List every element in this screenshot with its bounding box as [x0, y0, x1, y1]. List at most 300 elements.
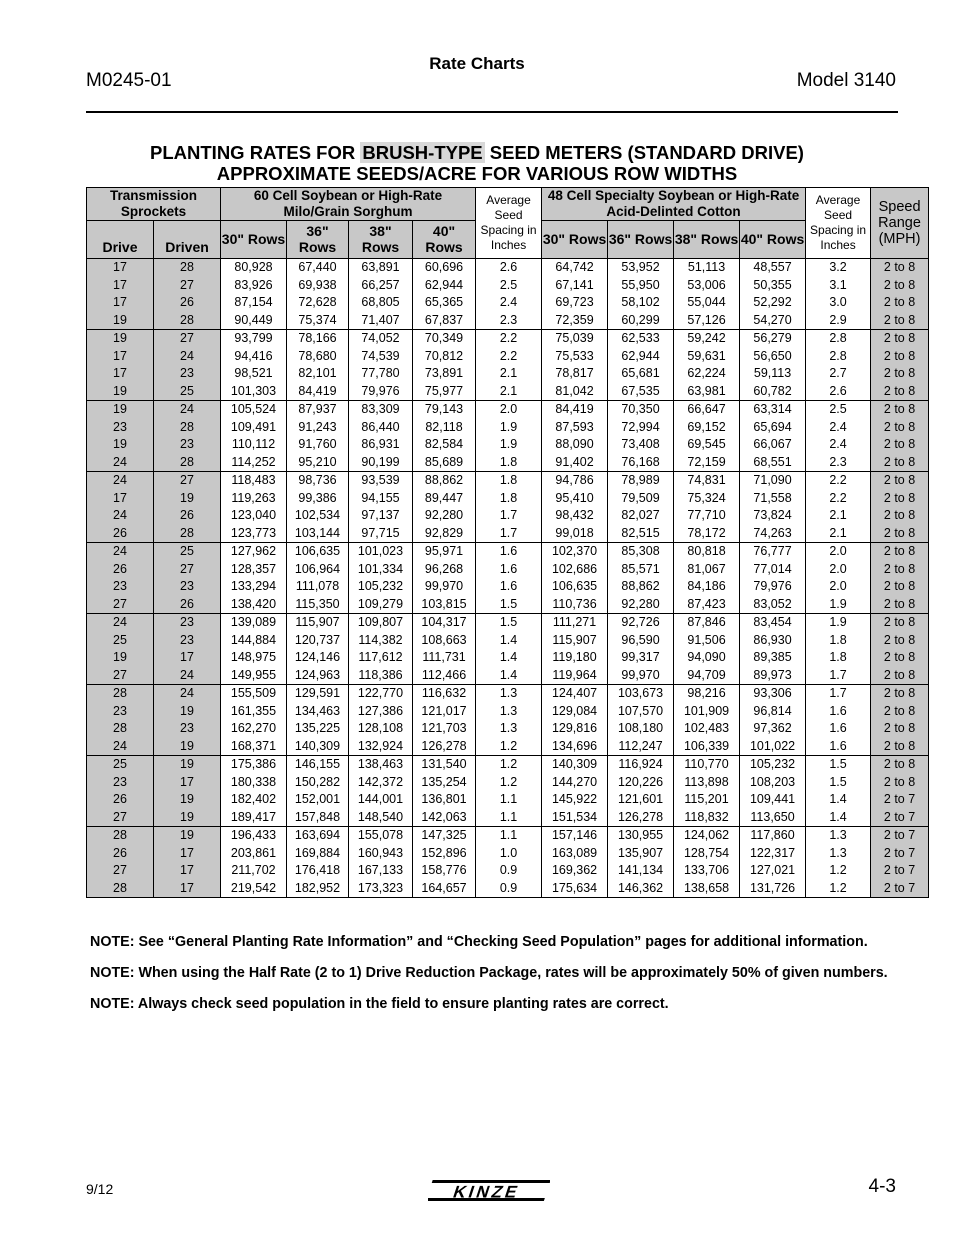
- table-cell: 93,306: [740, 685, 806, 703]
- table-cell: 182,402: [221, 791, 287, 809]
- table-cell: 109,491: [221, 419, 287, 437]
- table-cell: 68,551: [740, 454, 806, 472]
- table-cell: 145,922: [542, 791, 608, 809]
- table-cell: 140,309: [287, 738, 349, 756]
- table-cell: 123,040: [221, 507, 287, 525]
- table-cell: 2 to 8: [871, 294, 929, 312]
- table-cell: 92,829: [413, 525, 476, 543]
- table-cell: 97,362: [740, 720, 806, 738]
- table-cell: 163,694: [287, 827, 349, 845]
- table-cell: 120,226: [608, 774, 674, 792]
- table-cell: 17: [154, 649, 221, 667]
- table-cell: 2.6: [806, 383, 871, 401]
- table-cell: 24: [87, 543, 154, 561]
- table-cell: 129,084: [542, 703, 608, 721]
- table-row: [87, 312, 929, 330]
- table-cell: 127,021: [740, 862, 806, 880]
- table-cell: 63,314: [740, 401, 806, 419]
- table-cell: 97,137: [349, 507, 413, 525]
- rate-table-body: [87, 259, 929, 898]
- table-cell: 146,155: [287, 756, 349, 774]
- table-cell: 1.6: [806, 703, 871, 721]
- table-row: [87, 436, 929, 454]
- table-cell: 167,133: [349, 862, 413, 880]
- table-cell: 144,001: [349, 791, 413, 809]
- table-cell: 24: [154, 348, 221, 366]
- table-cell: 82,118: [413, 419, 476, 437]
- table-cell: 54,270: [740, 312, 806, 330]
- table-cell: 77,710: [674, 507, 740, 525]
- notes-section: [90, 934, 890, 1027]
- table-cell: 99,386: [287, 490, 349, 508]
- table-cell: 115,350: [287, 596, 349, 614]
- table-cell: 1.4: [806, 809, 871, 827]
- table-cell: 1.1: [476, 827, 542, 845]
- table-cell: 82,584: [413, 436, 476, 454]
- table-cell: 98,521: [221, 365, 287, 383]
- table-cell: 84,419: [287, 383, 349, 401]
- planting-rates-table: [86, 187, 929, 898]
- table-cell: 27: [154, 277, 221, 295]
- table-row: [87, 720, 929, 738]
- table-cell: 116,632: [413, 685, 476, 703]
- table-cell: 132,924: [349, 738, 413, 756]
- table-cell: 2 to 8: [871, 543, 929, 561]
- table-cell: 1.9: [476, 436, 542, 454]
- table-cell: 25: [154, 383, 221, 401]
- table-cell: 144,270: [542, 774, 608, 792]
- table-cell: 71,407: [349, 312, 413, 330]
- table-cell: 2 to 8: [871, 436, 929, 454]
- table-cell: 109,807: [349, 614, 413, 632]
- table-cell: 83,926: [221, 277, 287, 295]
- table-cell: 17: [154, 880, 221, 898]
- table-cell: 88,862: [608, 578, 674, 596]
- table-cell: 2 to 8: [871, 490, 929, 508]
- table-cell: 1.3: [476, 720, 542, 738]
- table-cell: 98,216: [674, 685, 740, 703]
- table-cell: 1.6: [806, 720, 871, 738]
- table-cell: 116,924: [608, 756, 674, 774]
- table-cell: 19: [87, 649, 154, 667]
- driven-header: Driven: [154, 221, 221, 259]
- row-width-header: 30" Rows: [542, 221, 608, 259]
- row-width-header: 40" Rows: [740, 221, 806, 259]
- table-cell: 28: [87, 827, 154, 845]
- table-cell: 85,308: [608, 543, 674, 561]
- table-cell: 1.4: [476, 649, 542, 667]
- table-cell: 1.6: [476, 543, 542, 561]
- table-cell: 2 to 8: [871, 738, 929, 756]
- table-cell: 157,146: [542, 827, 608, 845]
- table-cell: 1.7: [806, 685, 871, 703]
- table-cell: 126,278: [608, 809, 674, 827]
- table-cell: 2 to 8: [871, 277, 929, 295]
- table-cell: 120,737: [287, 632, 349, 650]
- table-cell: 164,657: [413, 880, 476, 898]
- table-cell: 87,154: [221, 294, 287, 312]
- table-cell: 74,539: [349, 348, 413, 366]
- page-number: 4-3: [868, 1176, 896, 1197]
- table-cell: 115,907: [542, 632, 608, 650]
- table-cell: 2 to 8: [871, 649, 929, 667]
- table-cell: 1.9: [806, 596, 871, 614]
- table-cell: 19: [87, 436, 154, 454]
- table-cell: 2 to 8: [871, 419, 929, 437]
- table-cell: 19: [87, 401, 154, 419]
- table-cell: 175,634: [542, 880, 608, 898]
- table-cell: 19: [154, 490, 221, 508]
- table-cell: 2 to 7: [871, 827, 929, 845]
- table-cell: 26: [154, 507, 221, 525]
- table-cell: 78,166: [287, 330, 349, 348]
- table-cell: 140,309: [542, 756, 608, 774]
- table-cell: 80,818: [674, 543, 740, 561]
- table-cell: 19: [87, 383, 154, 401]
- table-cell: 119,263: [221, 490, 287, 508]
- table-cell: 85,571: [608, 561, 674, 579]
- table-cell: 161,355: [221, 703, 287, 721]
- table-cell: 2.0: [806, 543, 871, 561]
- table-cell: 24: [154, 667, 221, 685]
- table-cell: 59,631: [674, 348, 740, 366]
- group1-header: 60 Cell Soybean or High-Rate Milo/Grain Sorghum: [221, 188, 476, 221]
- table-cell: 24: [87, 507, 154, 525]
- table-cell: 71,558: [740, 490, 806, 508]
- table-cell: 69,545: [674, 436, 740, 454]
- table-cell: 141,134: [608, 862, 674, 880]
- table-cell: 77,014: [740, 561, 806, 579]
- table-cell: 2 to 8: [871, 578, 929, 596]
- table-cell: 219,542: [221, 880, 287, 898]
- table-cell: 91,243: [287, 419, 349, 437]
- table-cell: 69,938: [287, 277, 349, 295]
- table-cell: 111,731: [413, 649, 476, 667]
- table-cell: 79,976: [740, 578, 806, 596]
- table-row: [87, 738, 929, 756]
- table-cell: 101,022: [740, 738, 806, 756]
- table-cell: 27: [87, 667, 154, 685]
- table-cell: 89,447: [413, 490, 476, 508]
- avg-spacing-header-1: Average Seed Spacing in Inches: [476, 188, 542, 259]
- document-number: M0245-01: [86, 70, 172, 91]
- table-cell: 121,703: [413, 720, 476, 738]
- table-cell: 2.5: [476, 277, 542, 295]
- table-cell: 81,067: [674, 561, 740, 579]
- table-cell: 50,355: [740, 277, 806, 295]
- table-cell: 1.9: [476, 419, 542, 437]
- title-line-1: PLANTING RATES FOR BRUSH-TYPE SEED METERS (STANDARD DRIVE): [150, 142, 804, 163]
- table-cell: 94,416: [221, 348, 287, 366]
- table-row: [87, 365, 929, 383]
- table-row: [87, 596, 929, 614]
- table-cell: 95,410: [542, 490, 608, 508]
- table-cell: 79,509: [608, 490, 674, 508]
- table-cell: 1.8: [476, 472, 542, 490]
- table-cell: 86,931: [349, 436, 413, 454]
- table-cell: 56,279: [740, 330, 806, 348]
- table-cell: 2.8: [806, 330, 871, 348]
- table-cell: 19: [154, 756, 221, 774]
- table-cell: 1.3: [476, 703, 542, 721]
- table-cell: 70,349: [413, 330, 476, 348]
- table-cell: 57,126: [674, 312, 740, 330]
- table-cell: 3.0: [806, 294, 871, 312]
- table-cell: 17: [87, 277, 154, 295]
- table-cell: 155,509: [221, 685, 287, 703]
- table-cell: 2 to 8: [871, 312, 929, 330]
- table-cell: 2.1: [476, 383, 542, 401]
- table-cell: 26: [87, 561, 154, 579]
- table-cell: 113,898: [674, 774, 740, 792]
- table-cell: 138,463: [349, 756, 413, 774]
- table-cell: 109,279: [349, 596, 413, 614]
- table-cell: 67,535: [608, 383, 674, 401]
- table-cell: 25: [87, 632, 154, 650]
- table-cell: 26: [154, 294, 221, 312]
- table-cell: 64,742: [542, 259, 608, 277]
- table-cell: 96,268: [413, 561, 476, 579]
- table-cell: 79,976: [349, 383, 413, 401]
- table-cell: 2 to 8: [871, 259, 929, 277]
- table-cell: 23: [87, 578, 154, 596]
- table-cell: 1.8: [476, 490, 542, 508]
- table-cell: 155,078: [349, 827, 413, 845]
- table-cell: 135,907: [608, 845, 674, 863]
- note-3: NOTE: Always check seed population in the field to ensure planting rates are correct.: [90, 996, 669, 1012]
- table-cell: 62,224: [674, 365, 740, 383]
- table-row: [87, 419, 929, 437]
- table-cell: 66,257: [349, 277, 413, 295]
- table-cell: 82,027: [608, 507, 674, 525]
- table-cell: 94,786: [542, 472, 608, 490]
- table-cell: 124,407: [542, 685, 608, 703]
- table-cell: 139,089: [221, 614, 287, 632]
- table-cell: 118,386: [349, 667, 413, 685]
- table-cell: 148,540: [349, 809, 413, 827]
- kinze-logo: [428, 1176, 550, 1204]
- table-cell: 105,232: [349, 578, 413, 596]
- table-cell: 2 to 7: [871, 880, 929, 898]
- table-cell: 1.7: [476, 507, 542, 525]
- table-cell: 28: [154, 454, 221, 472]
- table-cell: 23: [154, 436, 221, 454]
- table-cell: 102,534: [287, 507, 349, 525]
- table-cell: 1.8: [476, 454, 542, 472]
- table-cell: 68,805: [349, 294, 413, 312]
- table-row: [87, 827, 929, 845]
- table-cell: 168,371: [221, 738, 287, 756]
- table-cell: 152,001: [287, 791, 349, 809]
- table-cell: 2 to 8: [871, 383, 929, 401]
- table-cell: 2 to 8: [871, 507, 929, 525]
- table-cell: 189,417: [221, 809, 287, 827]
- table-cell: 0.9: [476, 880, 542, 898]
- table-cell: 94,709: [674, 667, 740, 685]
- table-cell: 1.4: [806, 791, 871, 809]
- table-cell: 128,754: [674, 845, 740, 863]
- table-cell: 2.6: [476, 259, 542, 277]
- table-cell: 2.2: [476, 348, 542, 366]
- table-cell: 19: [87, 330, 154, 348]
- table-row: [87, 561, 929, 579]
- table-cell: 1.2: [806, 862, 871, 880]
- table-cell: 0.9: [476, 862, 542, 880]
- table-cell: 72,159: [674, 454, 740, 472]
- table-cell: 60,782: [740, 383, 806, 401]
- table-row: [87, 614, 929, 632]
- table-cell: 118,832: [674, 809, 740, 827]
- table-cell: 55,044: [674, 294, 740, 312]
- table-cell: 1.5: [476, 596, 542, 614]
- table-cell: 73,408: [608, 436, 674, 454]
- table-cell: 211,702: [221, 862, 287, 880]
- table-cell: 127,962: [221, 543, 287, 561]
- table-cell: 2 to 7: [871, 862, 929, 880]
- table-cell: 66,067: [740, 436, 806, 454]
- table-cell: 28: [154, 525, 221, 543]
- table-cell: 24: [87, 472, 154, 490]
- table-cell: 28: [87, 685, 154, 703]
- table-cell: 98,736: [287, 472, 349, 490]
- table-cell: 60,299: [608, 312, 674, 330]
- table-cell: 175,386: [221, 756, 287, 774]
- table-cell: 108,663: [413, 632, 476, 650]
- table-cell: 101,303: [221, 383, 287, 401]
- table-row: [87, 401, 929, 419]
- table-cell: 131,726: [740, 880, 806, 898]
- table-cell: 87,846: [674, 614, 740, 632]
- table-cell: 83,454: [740, 614, 806, 632]
- table-cell: 91,402: [542, 454, 608, 472]
- table-cell: 69,152: [674, 419, 740, 437]
- table-cell: 114,382: [349, 632, 413, 650]
- table-cell: 72,359: [542, 312, 608, 330]
- table-cell: 1.4: [476, 632, 542, 650]
- table-cell: 62,944: [413, 277, 476, 295]
- table-cell: 78,172: [674, 525, 740, 543]
- table-cell: 23: [154, 632, 221, 650]
- table-cell: 121,601: [608, 791, 674, 809]
- row-width-header: 36" Rows: [608, 221, 674, 259]
- table-cell: 2.2: [806, 490, 871, 508]
- table-cell: 109,441: [740, 791, 806, 809]
- table-cell: 26: [87, 525, 154, 543]
- table-row: [87, 330, 929, 348]
- table-cell: 67,141: [542, 277, 608, 295]
- table-cell: 2 to 8: [871, 454, 929, 472]
- table-cell: 134,463: [287, 703, 349, 721]
- table-cell: 101,334: [349, 561, 413, 579]
- table-cell: 63,981: [674, 383, 740, 401]
- table-cell: 28: [154, 259, 221, 277]
- table-cell: 111,271: [542, 614, 608, 632]
- table-cell: 62,944: [608, 348, 674, 366]
- table-cell: 112,247: [608, 738, 674, 756]
- table-cell: 23: [87, 774, 154, 792]
- table-row: [87, 490, 929, 508]
- table-row: [87, 756, 929, 774]
- table-cell: 93,539: [349, 472, 413, 490]
- table-cell: 2 to 8: [871, 685, 929, 703]
- table-cell: 92,726: [608, 614, 674, 632]
- table-cell: 196,433: [221, 827, 287, 845]
- table-row: [87, 472, 929, 490]
- table-cell: 203,861: [221, 845, 287, 863]
- note-2: NOTE: When using the Half Rate (2 to 1) Drive Reduction Package, rates will be approximately 50% of given numbers.: [90, 965, 888, 981]
- table-cell: 117,612: [349, 649, 413, 667]
- table-cell: 75,977: [413, 383, 476, 401]
- row-width-header: 38" Rows: [674, 221, 740, 259]
- table-cell: 169,362: [542, 862, 608, 880]
- table-cell: 129,816: [542, 720, 608, 738]
- row-width-header: 36" Rows: [287, 221, 349, 259]
- table-cell: 124,963: [287, 667, 349, 685]
- table-cell: 28: [154, 419, 221, 437]
- table-row: [87, 703, 929, 721]
- table-cell: 152,896: [413, 845, 476, 863]
- table-cell: 17: [154, 774, 221, 792]
- table-cell: 17: [154, 845, 221, 863]
- table-cell: 124,146: [287, 649, 349, 667]
- table-cell: 117,860: [740, 827, 806, 845]
- table-cell: 3.2: [806, 259, 871, 277]
- table-cell: 2.1: [806, 525, 871, 543]
- table-cell: 63,891: [349, 259, 413, 277]
- table-cell: 2.2: [476, 330, 542, 348]
- table-cell: 102,686: [542, 561, 608, 579]
- group2-header: 48 Cell Specialty Soybean or High-Rate Acid-Delinted Cotton: [542, 188, 806, 221]
- table-cell: 128,108: [349, 720, 413, 738]
- table-cell: 87,937: [287, 401, 349, 419]
- table-cell: 91,506: [674, 632, 740, 650]
- table-cell: 65,681: [608, 365, 674, 383]
- table-cell: 108,203: [740, 774, 806, 792]
- table-cell: 17: [87, 365, 154, 383]
- table-cell: 2.0: [806, 578, 871, 596]
- table-cell: 2 to 8: [871, 667, 929, 685]
- table-cell: 74,263: [740, 525, 806, 543]
- table-cell: 80,928: [221, 259, 287, 277]
- table-row: [87, 277, 929, 295]
- table-cell: 17: [87, 348, 154, 366]
- table-cell: 2.3: [806, 454, 871, 472]
- table-cell: 110,736: [542, 596, 608, 614]
- table-cell: 106,635: [542, 578, 608, 596]
- table-row: [87, 774, 929, 792]
- table-cell: 115,907: [287, 614, 349, 632]
- table-cell: 82,101: [287, 365, 349, 383]
- table-cell: 1.1: [476, 791, 542, 809]
- table-cell: 69,723: [542, 294, 608, 312]
- table-cell: 2.4: [806, 436, 871, 454]
- table-cell: 25: [154, 543, 221, 561]
- table-cell: 27: [154, 561, 221, 579]
- revision-date: 9/12: [86, 1181, 114, 1197]
- table-cell: 19: [87, 312, 154, 330]
- table-cell: 158,776: [413, 862, 476, 880]
- table-cell: 51,113: [674, 259, 740, 277]
- table-cell: 106,339: [674, 738, 740, 756]
- table-cell: 1.1: [476, 809, 542, 827]
- table-cell: 73,891: [413, 365, 476, 383]
- table-cell: 98,432: [542, 507, 608, 525]
- table-cell: 17: [87, 294, 154, 312]
- table-cell: 89,385: [740, 649, 806, 667]
- table-cell: 142,372: [349, 774, 413, 792]
- table-cell: 65,694: [740, 419, 806, 437]
- table-cell: 2 to 8: [871, 720, 929, 738]
